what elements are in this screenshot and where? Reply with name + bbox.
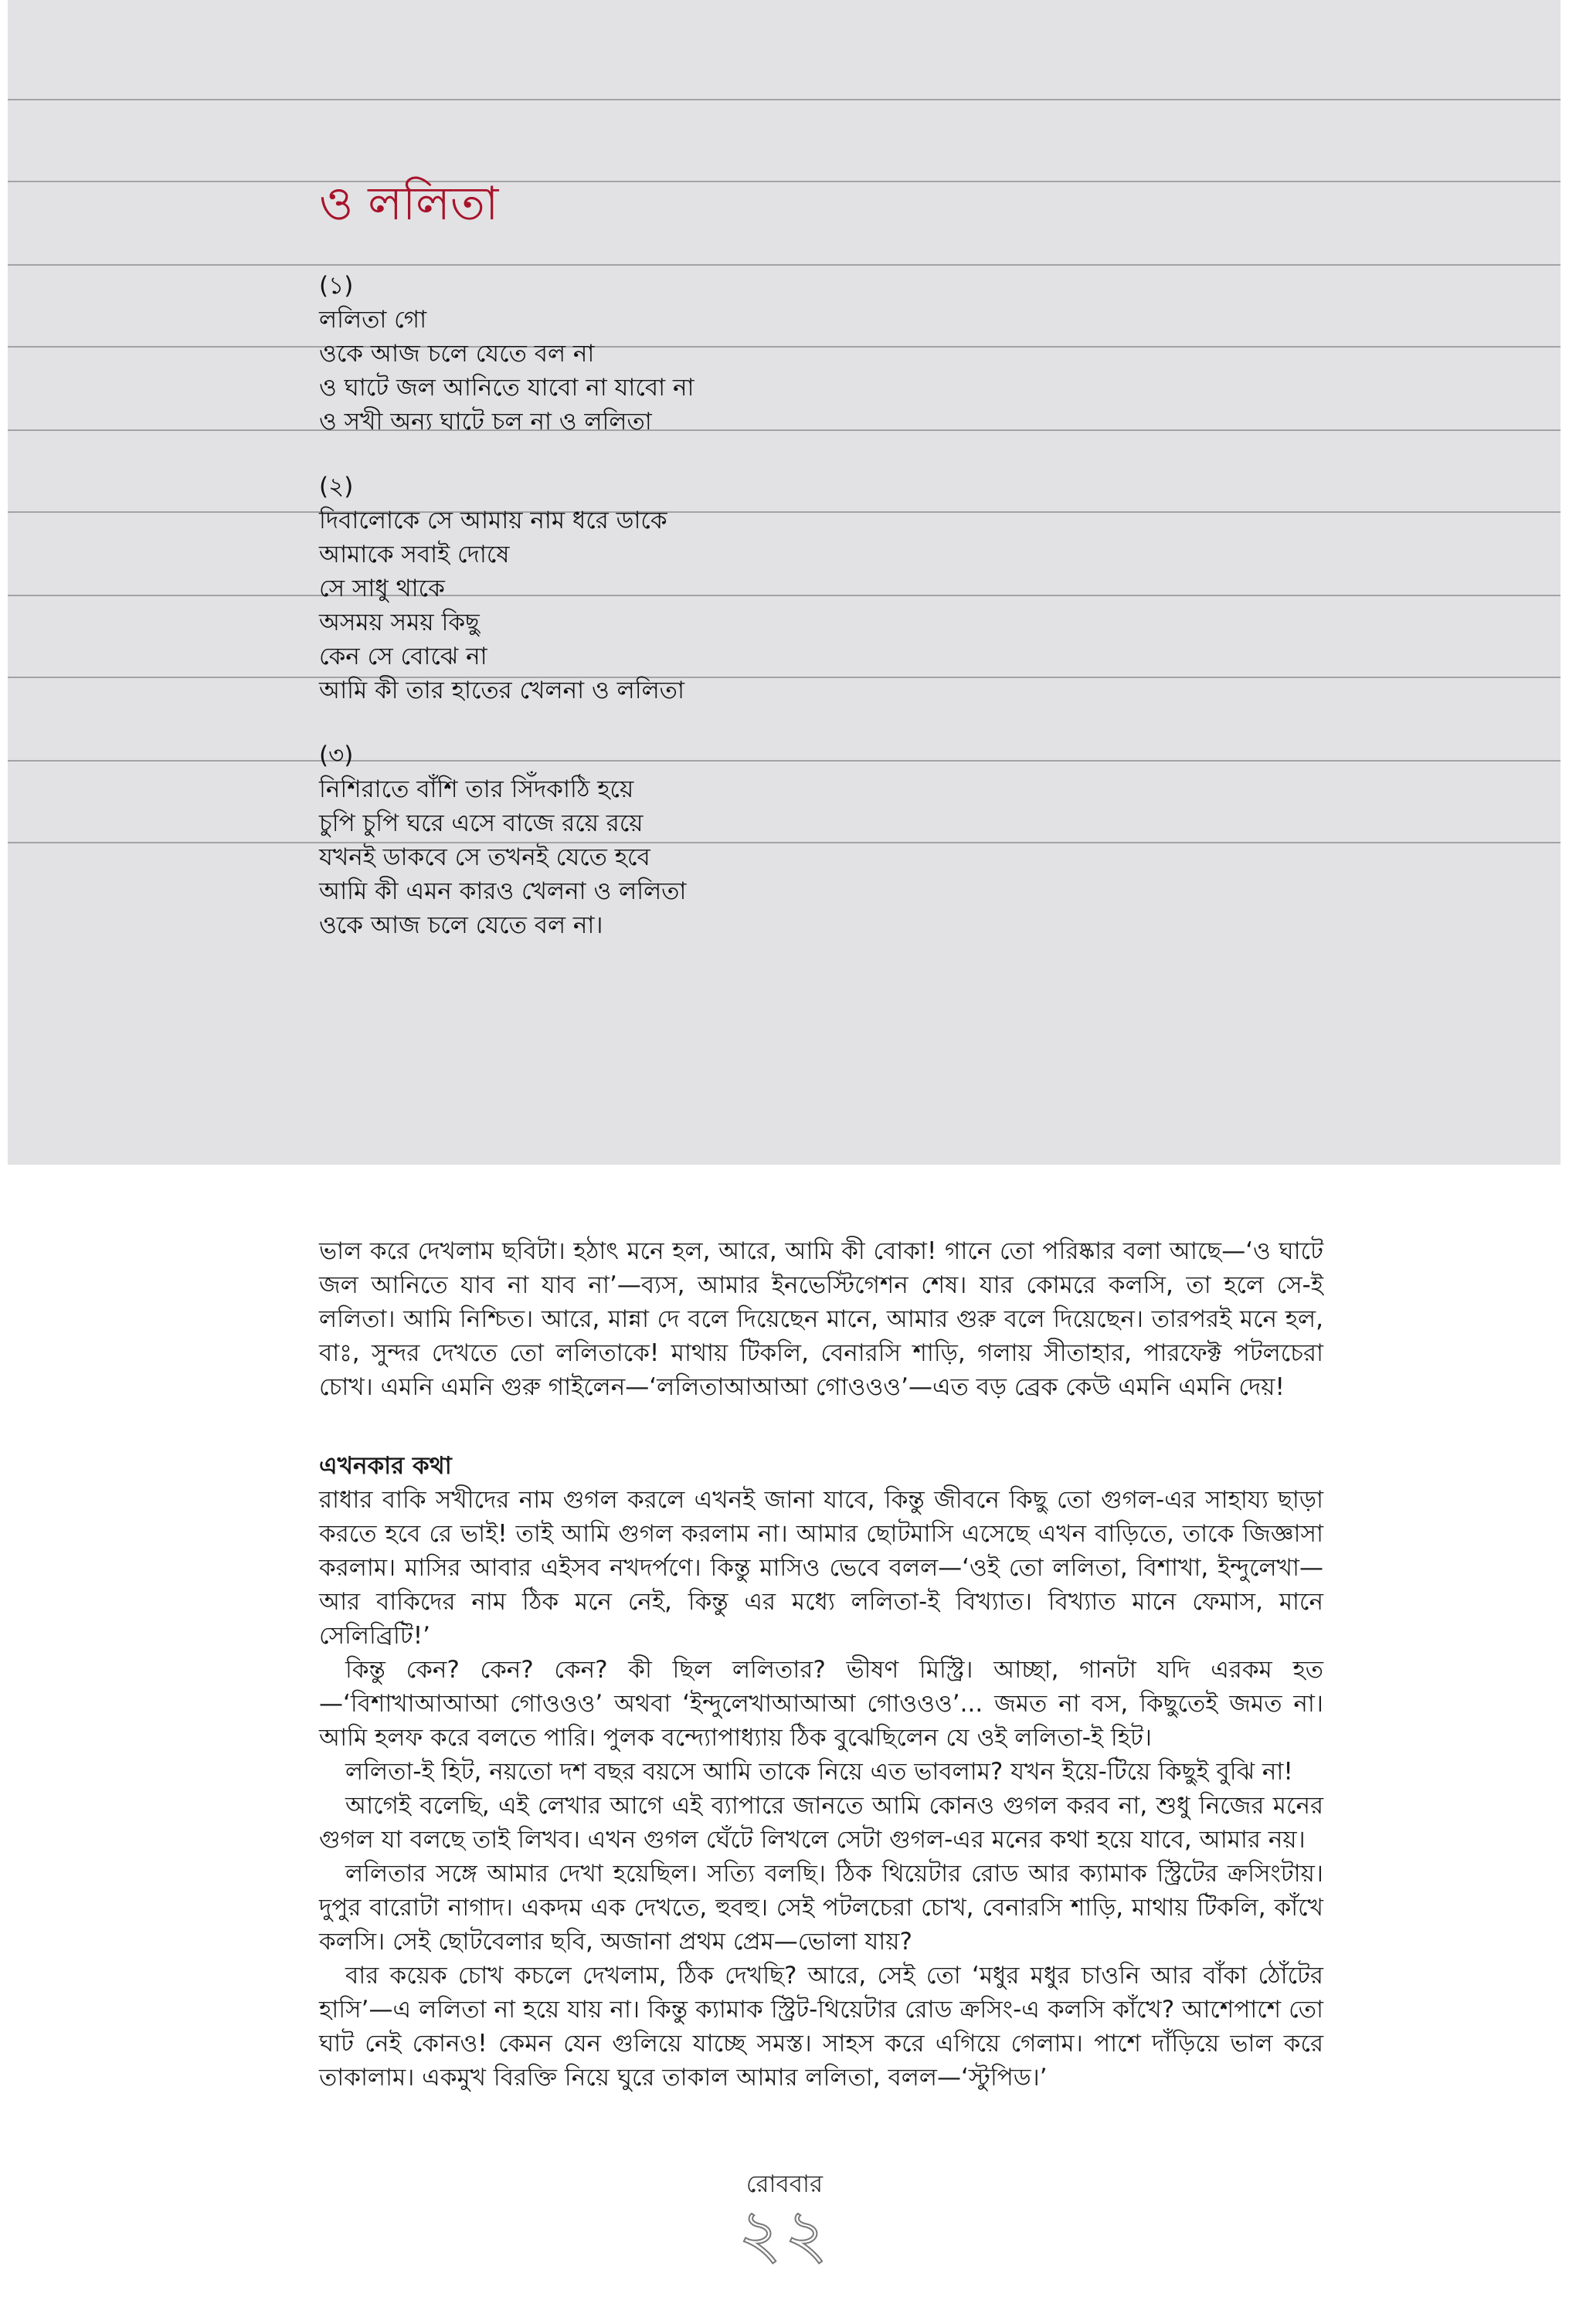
verse-line: সে সাধু থাকে (319, 575, 445, 602)
verse-line: দিবালোকে সে আমায় নাম ধরে ডাকে (319, 507, 667, 534)
article-paragraph: বার কয়েক চোখ কচলে দেখলাম, ঠিক দেখছি? আরে, সেই তো ‘মধুর মধুর চাওনি আর বাঁকা ঠোঁটের হাসি’—এ ললিতা না হয়ে যায় না। কিন্তু ক্যামাক স্ট্রিট-থিয়েটার রোড ক্রসিং-এ কলসি কাঁখে? আশেপাশে তো ঘাট নেই কোনও! কেমন যেন গুলিয়ে যাচ্ছে সমস্ত। সাহস করে এগিয়ে গেলাম। পাশে দাঁড়িয়ে ভাল করে তাকালাম। একমুখ বিরক্তি নিয়ে ঘুরে তাকাল আমার ললিতা, বলল—‘স্টুপিড।’ (319, 1962, 1323, 2092)
magazine-section-label: রোববার (745, 2170, 824, 2198)
article-paragraph: কিন্তু কেন? কেন? কেন? কী ছিল ললিতার? ভীষণ মিস্ট্রি। আচ্ছা, গানটা যদি এরকম হত—‘বিশাখাআআআ গোওওও’ অথবা ‘ইন্দুলেখাআআআ গোওওও’... জমত না বস, কিছুতেই জমত না। আমি হলফ করে বলতে পারি। পুলক বন্দ্যোপাধ্যায় ঠিক বুঝেছিলেন যে ওই ললিতা-ই হিট। (319, 1656, 1323, 1752)
verse-line: ওকে আজ চলে যেতে বল না। (319, 911, 603, 939)
verse-line: ও ঘাটে জল আনিতে যাবো না যাবো না (319, 374, 695, 402)
panel-rule (8, 99, 1561, 100)
poem-stanza-1 (319, 269, 1092, 439)
stanza-number: (৩) (319, 741, 354, 769)
article-paragraph: ললিতার সঙ্গে আমার দেখা হয়েছিল। সত্যি বলছি। ঠিক থিয়েটার রোড আর ক্যামাক স্ট্রিটের ক্রসিংটায়। দুপুর বারোটা নাগাদ। একদম এক দেখতে, হুবহু। সেই পটলচেরা চোখ, বেনারসি শাড়ি, মাথায় টিকলি, কাঁখে কলসি। সেই ছোটবেলার ছবি, অজানা প্রথম প্রেম—ভোলা যায়? (319, 1860, 1323, 1956)
poem-stanza-3 (319, 738, 1092, 942)
page-footer (0, 2169, 1569, 2273)
article-paragraph: আগেই বলেছি, এই লেখার আগে এই ব্যাপারে জানতে আমি কোনও গুগল করব না, শুধু নিজের মনের গুগল যা বলছে তাই লিখব। এখন গুগল ঘেঁটে লিখলে সেটা গুগল-এর মনের কথা হয়ে যাবে, আমার নয়। (319, 1792, 1323, 1854)
page-number: ২২ (738, 2196, 831, 2273)
poem (319, 171, 1092, 973)
verse-line: ও সখী অন্য ঘাটে চল না ও ললিতা (319, 408, 652, 436)
verse-line: নিশিরাতে বাঁশি তার সিঁদকাঠি হয়ে (319, 775, 634, 803)
stanza-number: (১) (319, 272, 354, 300)
article-paragraph: ললিতা-ই হিট, নয়তো দশ বছর বয়সে আমি তাকে নিয়ে এত ভাবলাম? যখন ইয়ে-টিয়ে কিছুই বুঝি না! (345, 1758, 1293, 1786)
article-subheading: এখনকার কথা (319, 1452, 452, 1480)
verse-line: যখনই ডাকবে সে তখনই যেতে হবে (319, 843, 650, 871)
verse-line: ওকে আজ চলে যেতে বল না (319, 340, 595, 368)
stanza-number: (২) (319, 473, 354, 500)
verse-line: আমি কী তার হাতের খেলনা ও ললিতা (319, 677, 684, 704)
article-intro-paragraph: ভাল করে দেখলাম ছবিটা। হঠাৎ মনে হল, আরে, আমি কী বোকা! গানে তো পরিষ্কার বলা আছে—‘ও ঘাটে জল আনিতে যাব না যাব না’—ব্যস, আমার ইনভেস্টিগেশন শেষ। যার কোমরে কলসি, তা হলে সে-ই ললিতা। আমি নিশ্চিত। আরে, মান্না দে বলে দিয়েছেন মানে, আমার গুরু বলে দিয়েছেন। তারপরই মনে হল, বাঃ, সুন্দর দেখতে তো ললিতাকে! মাথায় টিকলি, বেনারসি শাড়ি, গলায় সীতাহার, পারফেক্ট পটলচেরা চোখ। এমনি এমনি গুরু গাইলেন—‘ললিতাআআআ গোওওও’—এত বড় ব্রেক কেউ এমনি এমনি দেয়! (319, 1237, 1323, 1401)
verse-line: কেন সে বোঝে না (319, 643, 487, 670)
verse-line: ললিতা গো (319, 306, 427, 334)
poem-title: ও ললিতা (319, 177, 499, 231)
poem-stanza-2 (319, 470, 1092, 707)
verse-line: আমাকে সবাই দোষে (319, 541, 510, 568)
article-body (319, 1234, 1323, 2095)
verse-line: চুপি চুপি ঘরে এসে বাজে রয়ে রয়ে (319, 809, 644, 837)
verse-line: অসময় সময় কিছু (319, 609, 480, 636)
verse-line: আমি কী এমন কারও খেলনা ও ললিতা (319, 877, 687, 905)
article-paragraph: রাধার বাকি সখীদের নাম গুগল করলে এখনই জানা যাবে, কিন্তু জীবনে কিছু তো গুগল-এর সাহায্য ছাড়া করতে হবে রে ভাই! তাই আমি গুগল করলাম না। আমার ছোটমাসি এসেছে এখন বাড়িতে, তাকে জিজ্ঞাসা করলাম। মাসির আবার এইসব নখদর্পণে। কিন্তু মাসিও ভেবে বলল—‘ওই তো ললিতা, বিশাখা, ইন্দুলেখা—আর বাকিদের নাম ঠিক মনে নেই, কিন্তু এর মধ্যে ললিতা-ই বিখ্যাত। বিখ্যাত মানে ফেমাস, মানে সেলিব্রিটি!’ (319, 1486, 1323, 1650)
